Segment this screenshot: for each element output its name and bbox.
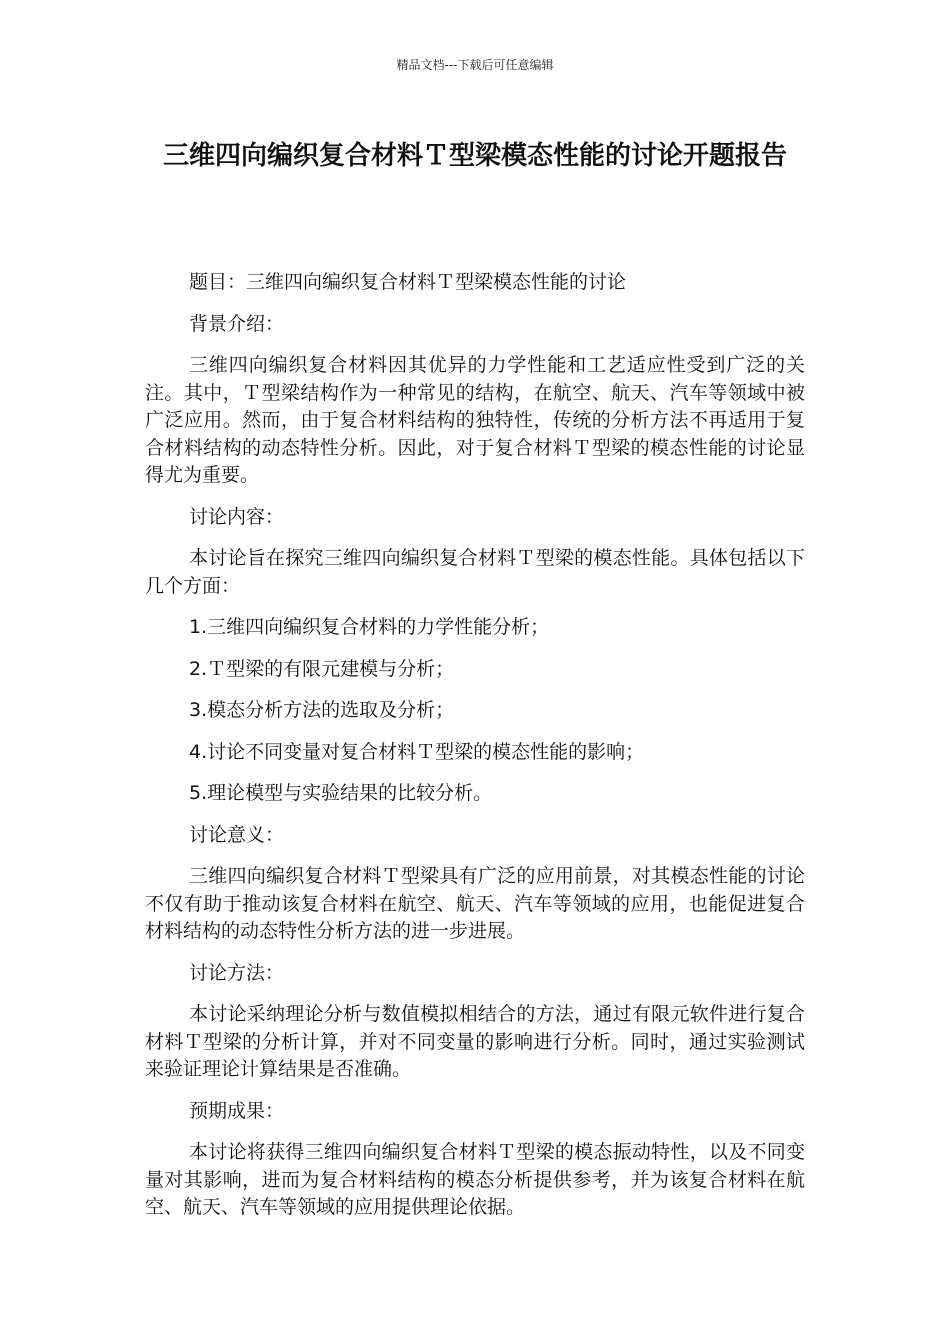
section-heading-significance: 讨论意义： [189,823,285,846]
section-heading-background: 背景介绍： [189,312,285,335]
section-heading-content: 讨论内容： [189,505,285,528]
significance-paragraph: 三维四向编织复合材料Ｔ型梁具有广泛的应用前景，对其模态性能的讨论不仅有助于推动该复合材料在航空、航天、汽车等领域的应用，也能促进复合材料结构的动态特性分析方法的进一步进展。 [145,865,805,942]
document-title: 三维四向编织复合材料Ｔ型梁模态性能的讨论开题报告 [162,141,787,171]
content-list-item-4: 4.讨论不同变量对复合材料Ｔ型梁的模态性能的影响； [189,740,645,763]
outcome-paragraph: 本讨论将获得三维四向编织复合材料Ｔ型梁的模态振动特性，以及不同变量对其影响，进而为复合材料结构的模态分析提供参考，并为该复合材料在航空、航天、汽车等领域的应用提供理论依据。 [145,1141,805,1218]
content-list-item-1: 1.三维四向编织复合材料的力学性能分析； [189,616,550,638]
content-list-item-2: 2.Ｔ型梁的有限元建模与分析； [189,657,455,680]
section-heading-outcome: 预期成果： [189,1099,285,1122]
topic-line: 题目：三维四向编织复合材料Ｔ型梁模态性能的讨论 [189,271,627,293]
section-heading-method: 讨论方法： [189,961,285,984]
document-body [145,269,805,1236]
header-note: 精品文档---下载后可任意编辑 [396,58,554,72]
content-paragraph: 本讨论旨在探究三维四向编织复合材料Ｔ型梁的模态性能。具体包括以下几个方面： [145,547,805,597]
method-paragraph: 本讨论采纳理论分析与数值模拟相结合的方法，通过有限元软件进行复合材料Ｔ型梁的分析计算，并对不同变量的影响进行分析。同时，通过实验测试来验证理论计算结果是否准确。 [145,1003,805,1080]
content-list-item-3: 3.模态分析方法的选取及分析； [189,699,455,721]
content-list-item-5: 5.理论模型与实验结果的比较分析。 [189,782,493,804]
background-paragraph: 三维四向编织复合材料因其优异的力学性能和工艺适应性受到广泛的关注。其中，Ｔ型梁结构作为一种常见的结构，在航空、航天、汽车等领域中被广泛应用。然而，由于复合材料结构的独特性，传统的分析方法不再适用于复合材料结构的动态特性分析。因此，对于复合材料Ｔ型梁的模态性能的讨论显得尤为重要。 [145,354,805,486]
